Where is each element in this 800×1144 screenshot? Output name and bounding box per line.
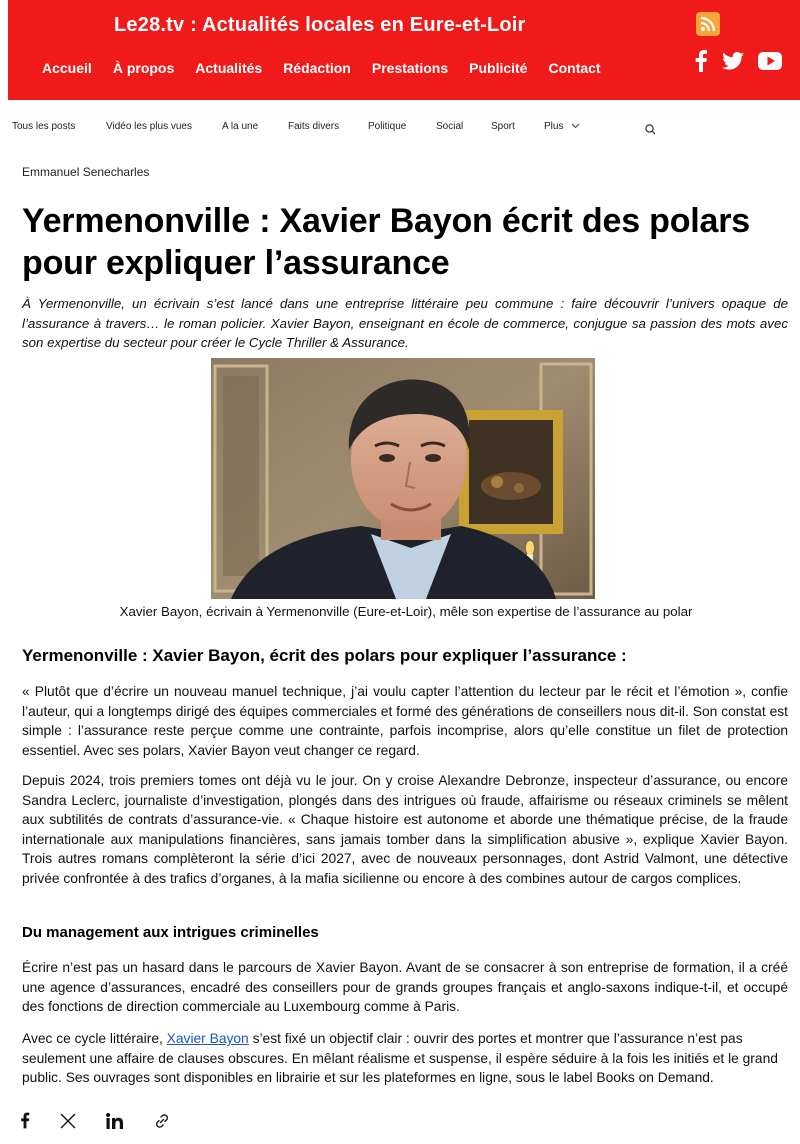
youtube-icon[interactable] xyxy=(758,52,782,75)
nav-prestations[interactable]: Prestations xyxy=(371,60,449,76)
nav-accueil[interactable]: Accueil xyxy=(42,60,92,76)
category-politique[interactable]: Politique xyxy=(368,121,407,132)
share-linkedin-icon[interactable] xyxy=(106,1113,124,1134)
share-facebook-icon[interactable] xyxy=(20,1112,30,1134)
article-paragraph-2: Depuis 2024, trois premiers tomes ont déjà vu le jour. On y croise Alexandre Debronze, inspecteur d’assurance, ou encore Sandra Leclerc, journaliste d’investigation, plongés dans des intrigues où fraude, affairisme ou réseaux criminels se mêlent aux subtilités de contrats d’assurance-vie. « Chaque histoire est autonome et aborde une thématique précise, de la fraude internationale aux manipulations financières, sans jamais tomber dans la simplification abusive », explique Xavier Bayon. Trois autres romans complèteront la série d’ici 2027, avec de nouveaux personnages, dont Astrid Valmont, une détective privée confrontée à des trafics d’organes, à la mafia sicilienne ou encore à des combines autour de cargos complices. xyxy=(22,773,788,886)
nav-actualites[interactable]: Actualités xyxy=(195,60,263,76)
nav-redaction[interactable]: Rédaction xyxy=(283,60,351,76)
share-bar xyxy=(20,1112,200,1134)
share-x-icon[interactable] xyxy=(60,1113,76,1134)
paragraph-4-text-after: s’est fixé un objectif clair : ouvrir des portes et montrer que l’assurance n’est pas seulement une affaire de clauses obscures. En mêlant réalisme et suspense, il espère séduire à la fois les initiés et le grand public. Ses ouvrages sont disponibles en librairie et sur les plateformes en ligne, sous le label Books on Demand. xyxy=(22,1031,778,1085)
article-paragraph-3: Écrire n’est pas un hasard dans le parcours de Xavier Bayon. Avant de se consacrer à son entreprise de formation, il a créé une agence d’assurances, encadré des conseillers pour de grands groupes français et anglo-saxons indique-t-il, et occupé des fonctions de direction commerciale au Luxembourg comme à Paris. xyxy=(22,960,788,1014)
category-sport[interactable]: Sport xyxy=(491,121,515,132)
nav-a-propos[interactable]: À propos xyxy=(112,60,175,76)
category-more-label: Plus xyxy=(544,121,564,132)
category-social[interactable]: Social xyxy=(436,121,464,132)
article-title: Yermenonville : Xavier Bayon écrit des polars pour expliquer l’assurance xyxy=(22,202,750,282)
site-title[interactable]: Le28.tv : Actualités locales en Eure-et-Loir xyxy=(114,14,526,36)
category-all-posts[interactable]: Tous les posts xyxy=(12,121,76,132)
article-lead: À Yermenonville, un écrivain s’est lancé dans une entreprise littéraire peu commune : faire découvrir l’univers opaque de l’assurance à travers… le roman policier. Xavier Bayon, enseignant en école de commerce, conjugue sa passion des mots avec son expertise du secteur pour créer le Cycle Thriller & Assurance. xyxy=(22,296,788,350)
category-most-viewed-videos[interactable]: Vidéo les plus vues xyxy=(106,121,192,132)
section-heading-1: Yermenonville : Xavier Bayon, écrit des polars pour expliquer l’assurance : xyxy=(22,646,627,665)
search-icon[interactable] xyxy=(645,122,656,140)
category-a-la-une[interactable]: A la une xyxy=(222,121,259,132)
category-faits-divers[interactable]: Faits divers xyxy=(288,121,340,132)
rss-icon[interactable] xyxy=(696,12,720,36)
nav-contact[interactable]: Contact xyxy=(548,60,601,76)
author-link[interactable]: Xavier Bayon xyxy=(166,1031,249,1046)
author-name[interactable]: Emmanuel Senecharles xyxy=(22,165,150,179)
social-links xyxy=(694,50,782,77)
category-bar xyxy=(0,118,800,138)
chevron-down-icon xyxy=(571,123,580,129)
article-paragraph-4 xyxy=(22,1029,788,1088)
article-paragraph-1: « Plutôt que d’écrire un nouveau manuel technique, j’ai voulu capter l’attention du lecteur par le récit et l’émotion », confie l’auteur, qui a longtemps dirigé des équipes commerciales et formé des générations de conseillers nous dit-il. Son constat est simple : l’assurance reste perçue comme une contrainte, parfois incomprise, alors qu’elle constitue un filet de protection essentiel. Avec ses polars, Xavier Bayon veut changer ce regard. xyxy=(22,684,788,758)
article-photo xyxy=(211,358,595,599)
twitter-icon[interactable] xyxy=(722,52,744,75)
share-link-icon[interactable] xyxy=(154,1113,170,1134)
site-header xyxy=(8,0,800,100)
facebook-icon[interactable] xyxy=(694,50,708,77)
category-more[interactable] xyxy=(544,121,580,132)
section-heading-2: Du management aux intrigues criminelles xyxy=(22,924,319,941)
main-nav xyxy=(42,60,622,76)
nav-publicite[interactable]: Publicité xyxy=(469,60,528,76)
photo-caption: Xavier Bayon, écrivain à Yermenonville (Eure-et-Loir), mêle son expertise de l’assurance au polar xyxy=(119,604,693,619)
paragraph-4-text-before: Avec ce cycle littéraire, xyxy=(22,1031,167,1046)
